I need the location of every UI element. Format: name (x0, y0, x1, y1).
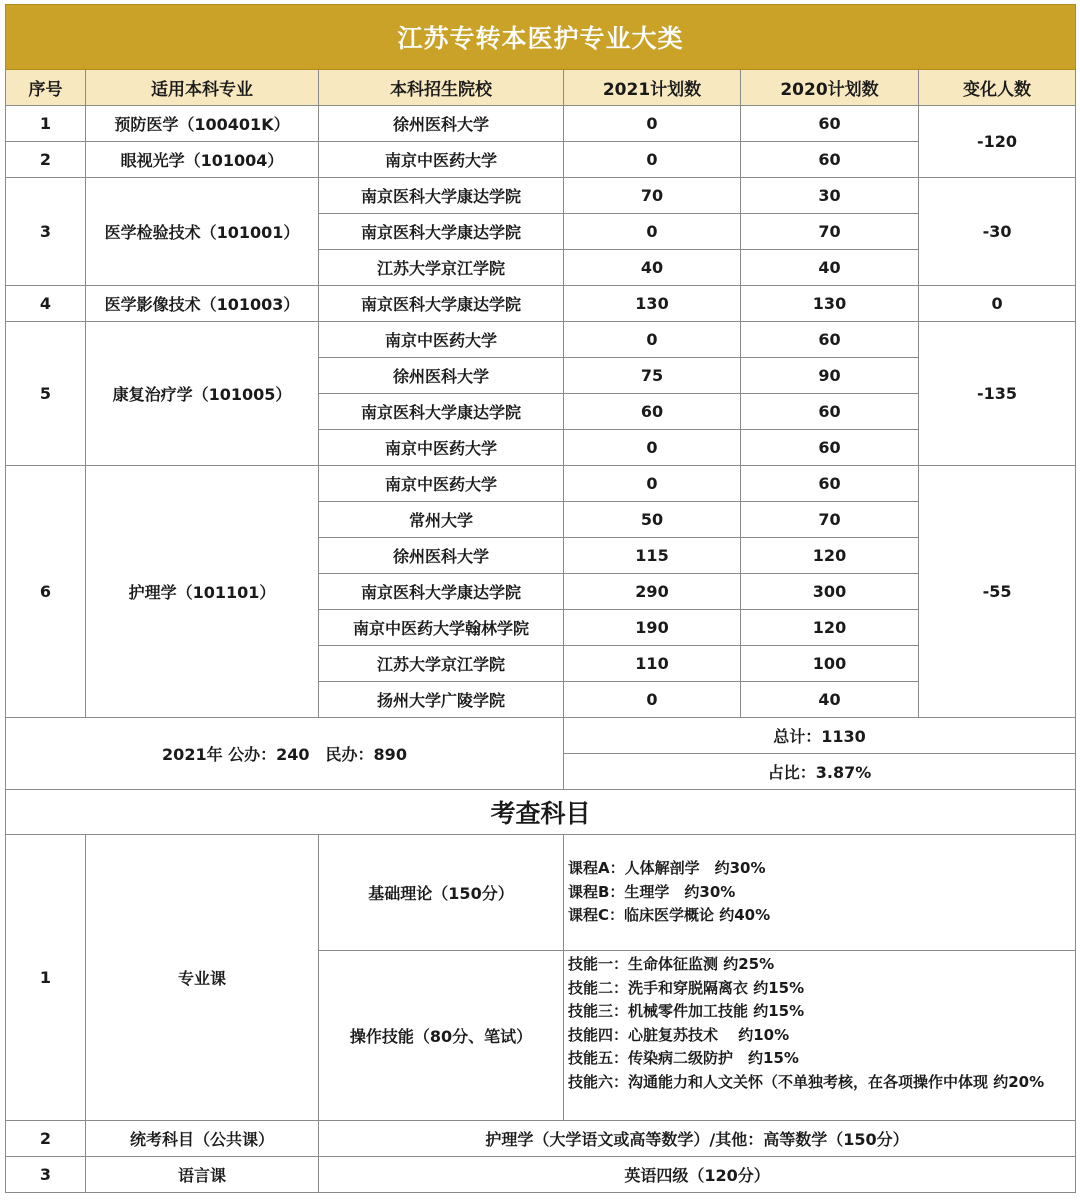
plan-2021: 115 (564, 538, 741, 574)
plan-2020: 60 (741, 430, 919, 466)
skill-item: 技能四：心脏复苏技术 约10% (568, 1025, 790, 1044)
exam-row-no: 3 (6, 1157, 86, 1193)
plan-2021: 50 (564, 502, 741, 538)
exam-row-no: 1 (6, 835, 86, 1121)
major-name: 医学检验技术（101001） (86, 178, 319, 286)
plan-2020: 30 (741, 178, 919, 214)
theory-label: 基础理论（150分） (319, 835, 564, 951)
plan-2020: 130 (741, 286, 919, 322)
school-name: 南京医科大学康达学院 (319, 214, 564, 250)
school-name: 江苏大学京江学院 (319, 250, 564, 286)
plan-2020: 60 (741, 106, 919, 142)
school-name: 常州大学 (319, 502, 564, 538)
row-index: 4 (6, 286, 86, 322)
school-name: 南京中医药大学翰林学院 (319, 610, 564, 646)
row-index: 3 (6, 178, 86, 286)
plan-2020: 60 (741, 466, 919, 502)
header-row (6, 70, 1076, 106)
plan-2021: 70 (564, 178, 741, 214)
plan-2021: 130 (564, 286, 741, 322)
plan-2020: 60 (741, 322, 919, 358)
summary-ratio: 占比：3.87% (564, 754, 1076, 790)
exam-row-1-theory (6, 835, 1076, 951)
school-name: 南京中医药大学 (319, 466, 564, 502)
plan-2020: 90 (741, 358, 919, 394)
change-count: 0 (919, 286, 1076, 322)
plan-2021: 0 (564, 214, 741, 250)
row-index: 1 (6, 106, 86, 142)
plan-2020: 70 (741, 214, 919, 250)
header-school: 本科招生院校 (319, 70, 564, 106)
skill-item: 技能一：生命体征监测 约25% (568, 955, 775, 973)
plan-2021: 0 (564, 142, 741, 178)
plan-2021: 75 (564, 358, 741, 394)
major-name: 护理学（101101） (86, 466, 319, 718)
school-name: 扬州大学广陵学院 (319, 682, 564, 718)
skill-item: 技能二：洗手和穿脱隔离衣 约15% (568, 978, 805, 997)
header-change: 变化人数 (919, 70, 1076, 106)
exam-category: 统考科目（公共课） (86, 1121, 319, 1157)
theory-item: 课程B：生理学 约30% (568, 882, 736, 901)
theory-item: 课程C：临床医学概论 约40% (568, 906, 771, 924)
plan-2020: 120 (741, 610, 919, 646)
skill-label: 操作技能（80分、笔试） (319, 951, 564, 1121)
plan-table (5, 4, 1076, 1193)
exam-row-no: 2 (6, 1121, 86, 1157)
exam-content: 英语四级（120分） (319, 1157, 1076, 1193)
table-row (6, 466, 1076, 502)
change-count: -30 (919, 178, 1076, 286)
exam-section-title: 考查科目 (6, 790, 1076, 835)
school-name: 南京医科大学康达学院 (319, 286, 564, 322)
plan-2020: 60 (741, 394, 919, 430)
header-major: 适用本科专业 (86, 70, 319, 106)
plan-2020: 70 (741, 502, 919, 538)
table-row (6, 322, 1076, 358)
table-row (6, 178, 1076, 214)
skill-item: 技能五：传染病二级防护 约15% (568, 1049, 799, 1067)
theory-item: 课程A：人体解剖学 约30% (568, 859, 766, 877)
table-title: 江苏专转本医护专业大类 (6, 5, 1076, 70)
plan-2021: 0 (564, 466, 741, 502)
school-name: 南京医科大学康达学院 (319, 394, 564, 430)
school-name: 南京中医药大学 (319, 430, 564, 466)
header-plan-2020: 2020计划数 (741, 70, 919, 106)
school-name: 南京医科大学康达学院 (319, 574, 564, 610)
row-index: 5 (6, 322, 86, 466)
exam-row-3 (6, 1157, 1076, 1193)
change-count: -135 (919, 322, 1076, 466)
school-name: 南京中医药大学 (319, 322, 564, 358)
school-name: 南京医科大学康达学院 (319, 178, 564, 214)
plan-2021: 290 (564, 574, 741, 610)
major-name: 眼视光学（101004） (86, 142, 319, 178)
header-plan-2021: 2021计划数 (564, 70, 741, 106)
plan-2021: 0 (564, 322, 741, 358)
plan-2021: 40 (564, 250, 741, 286)
row-index: 2 (6, 142, 86, 178)
table-row (6, 106, 1076, 142)
plan-2020: 120 (741, 538, 919, 574)
table-row (6, 142, 1076, 178)
plan-2020: 100 (741, 646, 919, 682)
skill-items (564, 951, 1076, 1121)
school-name: 徐州医科大学 (319, 538, 564, 574)
school-name: 江苏大学京江学院 (319, 646, 564, 682)
plan-2021: 110 (564, 646, 741, 682)
exam-category: 语言课 (86, 1157, 319, 1193)
plan-2020: 60 (741, 142, 919, 178)
row-index: 6 (6, 466, 86, 718)
table-row (6, 286, 1076, 322)
skill-item: 技能三：机械零件加工技能 约15% (568, 1002, 805, 1020)
plan-2021: 0 (564, 430, 741, 466)
exam-row-2 (6, 1121, 1076, 1157)
school-name: 徐州医科大学 (319, 106, 564, 142)
plan-2021: 0 (564, 106, 741, 142)
major-name: 医学影像技术（101003） (86, 286, 319, 322)
header-index: 序号 (6, 70, 86, 106)
change-count: -55 (919, 466, 1076, 718)
plan-2021: 0 (564, 682, 741, 718)
change-count: -120 (919, 106, 1076, 178)
summary-public-private: 2021年 公办：240 民办：890 (6, 718, 564, 790)
exam-content: 护理学（大学语文或高等数学）/其他：高等数学（150分） (319, 1121, 1076, 1157)
theory-items (564, 835, 1076, 951)
school-name: 徐州医科大学 (319, 358, 564, 394)
school-name: 南京中医药大学 (319, 142, 564, 178)
plan-2020: 40 (741, 682, 919, 718)
plan-2021: 60 (564, 394, 741, 430)
summary-row (6, 718, 1076, 754)
summary-total: 总计：1130 (564, 718, 1076, 754)
plan-2021: 190 (564, 610, 741, 646)
plan-2020: 40 (741, 250, 919, 286)
skill-item: 技能六：沟通能力和人文关怀（不单独考核，在各项操作中体现 约20% (568, 1072, 1045, 1091)
major-name: 康复治疗学（101005） (86, 322, 319, 466)
plan-2020: 300 (741, 574, 919, 610)
major-name: 预防医学（100401K） (86, 106, 319, 142)
exam-category: 专业课 (86, 835, 319, 1121)
